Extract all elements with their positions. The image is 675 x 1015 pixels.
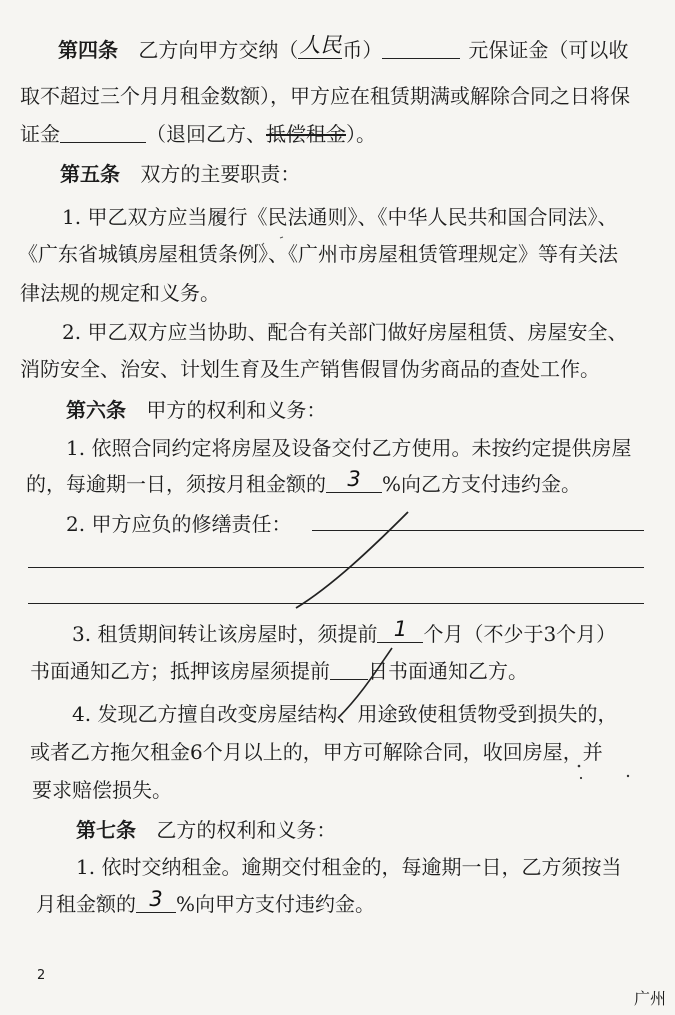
- article-6-p3-line-2: [30, 659, 528, 683]
- page-number: 2: [37, 968, 46, 983]
- article-4-line-3: [20, 122, 376, 146]
- article-5-p2-line-1: [62, 320, 627, 344]
- scan-speckle: [580, 777, 582, 779]
- paragraph-text: 律法规的规定和义务。: [20, 281, 220, 305]
- paragraph-text: 或者乙方拖欠租金6个月以上的，甲方可解除合同，收回房屋，并: [30, 740, 603, 764]
- repair-duty-line-2: [28, 567, 644, 568]
- article-6-p4-line-3: [32, 778, 172, 802]
- article-4-line-2: [20, 84, 630, 108]
- article-6-p1-line-2: [26, 467, 582, 496]
- paragraph-text: 4. 发现乙方擅自改变房屋结构、用途致使租赁物受到损失的，: [72, 702, 618, 726]
- late-rent-percent-handwritten: 3: [149, 887, 163, 911]
- paragraph-text: 消防安全、治安、计划生育及生产销售假冒伪劣商品的查处工作。: [20, 357, 600, 381]
- article-6-p4-line-1: [72, 702, 617, 726]
- repair-duty-line-3: [28, 603, 644, 604]
- paragraph-text: 1. 甲乙双方应当履行《民法通则》、《中华人民共和国合同法》、: [62, 205, 618, 229]
- article-6-title: 甲方的权利和义务：: [146, 398, 327, 422]
- mortgage-notice-blank: [330, 659, 368, 680]
- paragraph-text: 2. 甲乙双方应当协助、配合有关部门做好房屋租赁、房屋安全、: [62, 320, 628, 344]
- article-5-p1-line-1: [62, 205, 617, 229]
- article-5-title: 双方的主要职责：: [140, 162, 301, 186]
- repair-duty-line-1: [312, 530, 644, 531]
- footer-text: 广州: [634, 989, 667, 1008]
- article-6-p1-line-1: [66, 436, 631, 460]
- paragraph-text: 要求赔偿损失。: [32, 778, 172, 802]
- transfer-notice-handwritten: 1: [393, 617, 408, 641]
- article-4-text: ）。: [346, 122, 376, 146]
- article-6-p3-line-1: [72, 617, 617, 646]
- deposit-return-blank: [60, 122, 146, 143]
- article-7-title: 乙方的权利和义务：: [156, 818, 337, 842]
- penalty-percent-blank: [326, 467, 382, 493]
- article-4-text: 元保证金（可以收: [468, 38, 629, 62]
- article-5-p2-line-2: [20, 357, 600, 381]
- article-6-p4-line-2: [30, 740, 603, 764]
- article-4-text: （退回乙方、: [146, 122, 266, 146]
- article-4-text: 取不超过三个月月租金数额），甲方应在租赁期满或解除合同之日将保: [20, 84, 630, 108]
- article-4-text: 乙方向甲方交纳（: [138, 38, 299, 62]
- paragraph-text: %向乙方支付违约金。: [382, 472, 582, 496]
- deposit-amount-blank: [382, 38, 460, 59]
- paragraph-text: 《广东省城镇房屋租赁条例》、《广州市房屋租赁管理规定》等有关法: [18, 242, 618, 266]
- article-4-text: 币）: [342, 38, 383, 62]
- paragraph-text: 书面通知乙方；抵押该房屋须提前: [30, 659, 330, 683]
- article-7-heading: 第七条: [76, 818, 136, 842]
- scan-speckle: [578, 765, 581, 768]
- transfer-notice-blank: [377, 617, 423, 643]
- paragraph-text: 日书面通知乙方。: [368, 659, 528, 683]
- article-4-heading: 第四条: [58, 38, 118, 62]
- paragraph-text: 3. 租赁期间转让该房屋时，须提前: [72, 622, 378, 646]
- article-7-p1-line-1: [76, 855, 621, 879]
- paragraph-text: 2. 甲方应负的修缮责任：: [66, 512, 292, 536]
- paragraph-text: 1. 依时交纳租金。逾期交付租金的，每逾期一日，乙方须按当: [76, 855, 622, 879]
- article-4-line-1: [58, 33, 629, 62]
- currency-blank: [298, 33, 342, 59]
- article-4-text: 证金: [20, 122, 60, 146]
- paragraph-text: 个月（不少于3个月）: [423, 622, 617, 646]
- paragraph-text: 月租金额的: [36, 892, 136, 916]
- article-6-p2-line: [66, 512, 291, 536]
- article-6-heading: 第六条: [66, 398, 126, 422]
- article-7-p1-line-2: [36, 887, 376, 916]
- article-5-p1-line-3: [20, 281, 220, 305]
- article-5-heading: 第五条: [60, 162, 120, 186]
- paragraph-text: 1. 依照合同约定将房屋及设备交付乙方使用。未按约定提供房屋: [66, 436, 632, 460]
- currency-handwritten: 人民: [299, 33, 342, 57]
- penalty-percent-handwritten: 3: [347, 467, 361, 491]
- article-7-title-line: [76, 818, 336, 842]
- struck-text: 抵偿租金: [266, 122, 346, 146]
- scan-speckle: [627, 775, 629, 777]
- paragraph-text: %向甲方支付违约金。: [176, 892, 376, 916]
- article-5-p1-line-2: [18, 242, 618, 266]
- late-rent-percent-blank: [136, 887, 176, 913]
- article-6-title-line: [66, 398, 326, 422]
- paragraph-text: 的，每逾期一日，须按月租金额的: [26, 472, 326, 496]
- article-5-title-line: [60, 162, 300, 186]
- cross-out-stroke-repair: [296, 512, 408, 608]
